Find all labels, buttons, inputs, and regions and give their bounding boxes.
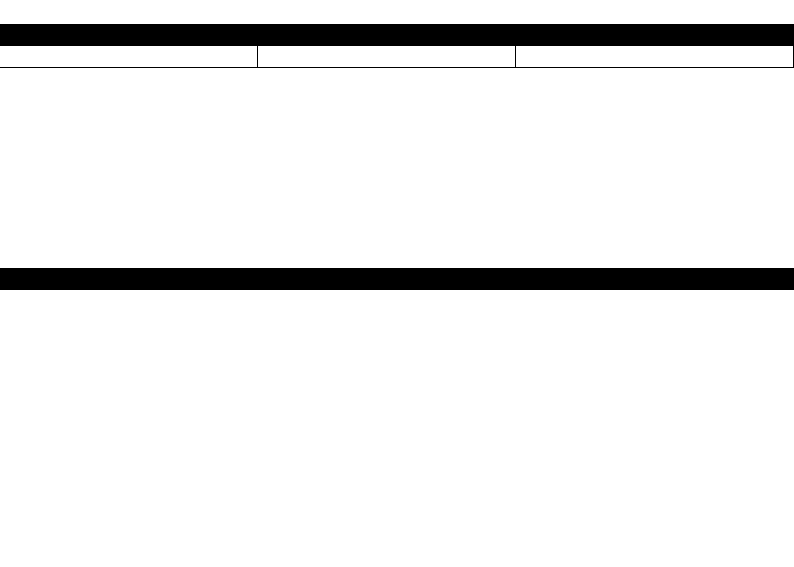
- sheet-title[interactable]: [0, 0, 784, 24]
- group-3-header[interactable]: [516, 46, 794, 68]
- first-plays-header[interactable]: [0, 24, 794, 46]
- right-hash-header[interactable]: [516, 268, 794, 290]
- left-hash-header[interactable]: [0, 268, 258, 290]
- hash-header-row: [0, 268, 794, 290]
- group-header-row: [0, 46, 794, 68]
- middle-header[interactable]: [258, 268, 516, 290]
- group-2-header[interactable]: [258, 46, 516, 68]
- group-1-header[interactable]: [0, 46, 258, 68]
